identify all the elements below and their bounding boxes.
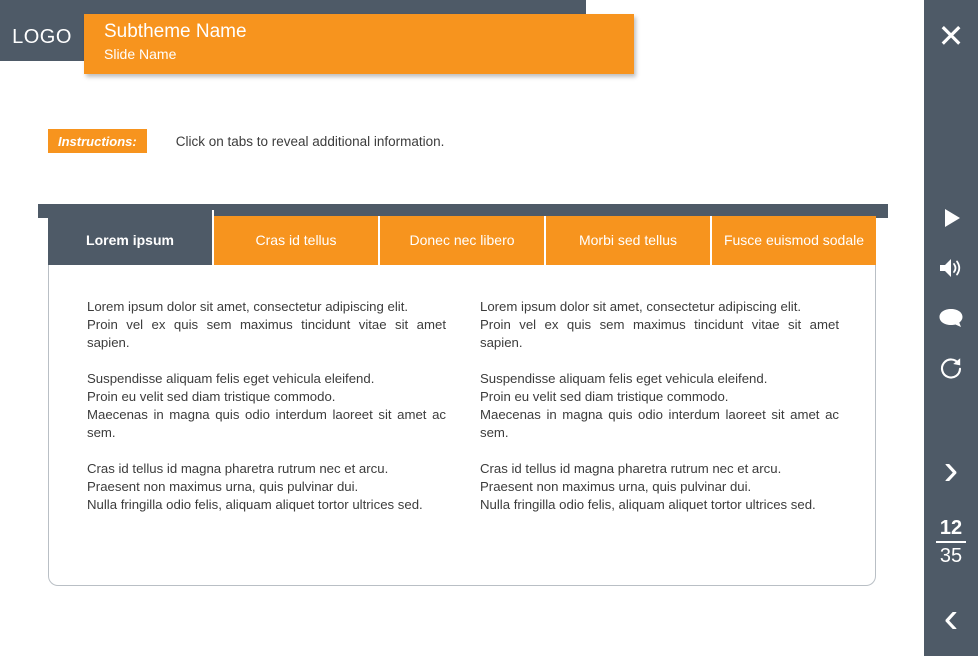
- text-line: Lorem ipsum dolor sit amet, consectetur adipiscing elit.: [480, 299, 802, 314]
- text-line: Nulla fringilla odio felis, aliquam aliquet tortor ultrices sed.: [480, 497, 816, 512]
- tab-donec-nec-libero[interactable]: [380, 216, 546, 265]
- text-line: Cras id tellus id magna pharetra rutrum nec et arcu.: [480, 461, 782, 476]
- paragraph: [87, 298, 446, 352]
- play-icon: [939, 206, 963, 230]
- instructions-badge: Instructions:: [48, 129, 147, 153]
- comment-button[interactable]: [924, 298, 978, 338]
- close-button[interactable]: [924, 14, 978, 58]
- text-line: Nulla fringilla odio felis, aliquam aliquet tortor ultrices sed.: [87, 497, 423, 512]
- paragraph: [480, 460, 839, 514]
- text-line: Suspendisse aliquam felis eget vehicula eleifend.: [87, 371, 375, 386]
- text-line: Proin eu velit sed diam tristique commodo.: [87, 389, 336, 404]
- tab-bar: [48, 216, 876, 265]
- tab-content-panel: [48, 265, 876, 586]
- current-slide-number: 12: [936, 516, 966, 543]
- paragraph: [87, 460, 446, 514]
- chevron-right-icon: ›: [943, 445, 959, 494]
- text-line: Praesent non maximus urna, quis pulvinar dui.: [480, 479, 752, 494]
- text-line: Maecenas in magna quis odio interdum laoreet sit amet ac sem.: [480, 407, 839, 440]
- logo: [0, 14, 84, 61]
- paragraph: [480, 298, 839, 352]
- subtheme-title: Subtheme Name: [104, 21, 247, 42]
- tab-label: Fusce euismod sodale: [723, 232, 865, 248]
- paragraph: [87, 370, 446, 442]
- content-column-right: [480, 298, 839, 514]
- total-slide-number: 35: [939, 545, 963, 567]
- text-line: Proin vel ex quis sem maximus tincidunt vitae sit amet sapien.: [87, 317, 446, 350]
- text-line: Cras id tellus id magna pharetra rutrum nec et arcu.: [87, 461, 389, 476]
- close-icon: ✕: [937, 18, 965, 54]
- slide-name: Slide Name: [104, 46, 177, 62]
- tab-label: Lorem ipsum: [86, 231, 174, 248]
- next-slide-button[interactable]: [924, 442, 978, 498]
- text-line: Maecenas in magna quis odio interdum laoreet sit amet ac sem.: [87, 407, 446, 440]
- text-line: Proin eu velit sed diam tristique commodo.: [480, 389, 729, 404]
- paragraph: [480, 370, 839, 442]
- tab-lorem-ipsum[interactable]: [48, 210, 214, 270]
- tab-fusce-euismod-sodale[interactable]: [712, 216, 876, 265]
- content-column-left: [87, 298, 446, 514]
- tab-label: Morbi sed tellus: [578, 232, 678, 248]
- tab-morbi-sed-tellus[interactable]: [546, 216, 712, 265]
- play-button[interactable]: [924, 198, 978, 238]
- volume-icon: [938, 256, 964, 280]
- logo-text: LOGO: [12, 26, 72, 48]
- text-line: Proin vel ex quis sem maximus tincidunt vitae sit amet sapien.: [480, 317, 839, 350]
- previous-slide-button[interactable]: [924, 590, 978, 646]
- text-line: Praesent non maximus urna, quis pulvinar dui.: [87, 479, 359, 494]
- content-columns: [87, 298, 839, 514]
- instructions-text: Click on tabs to reveal additional information.: [175, 133, 445, 149]
- replay-button[interactable]: [924, 348, 978, 388]
- header-accent-bar: [0, 0, 586, 14]
- title-bar: [84, 14, 634, 74]
- tab-label: Cras id tellus: [255, 232, 337, 248]
- text-line: Suspendisse aliquam felis eget vehicula eleifend.: [480, 371, 768, 386]
- volume-button[interactable]: [924, 248, 978, 288]
- tab-label: Donec nec libero: [409, 232, 515, 248]
- comment-icon: [938, 307, 964, 329]
- instructions: [48, 129, 444, 153]
- tab-cras-id-tellus[interactable]: [214, 216, 380, 265]
- text-line: Lorem ipsum dolor sit amet, consectetur adipiscing elit.: [87, 299, 409, 314]
- chevron-left-icon: ‹: [943, 593, 959, 642]
- player-toolbar: [924, 0, 978, 656]
- slide-pager: [924, 516, 978, 569]
- replay-icon: [938, 355, 964, 381]
